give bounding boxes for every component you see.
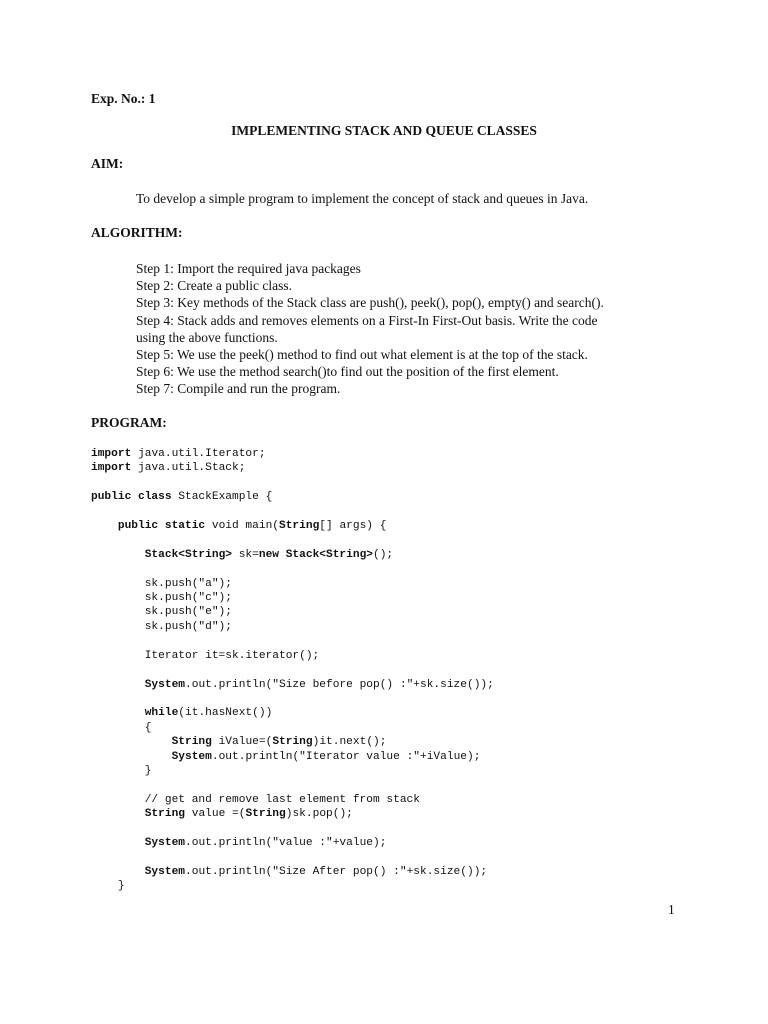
- code-line: [91, 879, 494, 893]
- code-text: sk=: [232, 548, 259, 561]
- code-keyword: public static: [117, 520, 206, 533]
- code-line: [91, 447, 494, 461]
- algorithm-step: Step 4: Stack adds and removes elements on a First-In First-Out basis. Write the code: [136, 312, 598, 328]
- code-line: [91, 807, 494, 821]
- code-line: [91, 562, 494, 576]
- code-text: [91, 866, 145, 878]
- code-keyword: while: [144, 707, 179, 720]
- code-line: [91, 865, 494, 879]
- algorithm-step: Step 3: Key methods of the Stack class are push(), peek(), pop(), empty() and search().: [136, 295, 604, 311]
- code-line: [91, 577, 494, 591]
- experiment-number: Exp. No.: 1: [91, 91, 156, 106]
- code-line: [91, 750, 494, 764]
- code-text: .out.println("Iterator value :"+iValue);: [211, 750, 481, 763]
- code-text: .out.println("Size before pop() :"+sk.size());: [185, 678, 494, 691]
- code-keyword: System: [144, 836, 186, 849]
- code-text: [91, 520, 118, 532]
- code-text: iValue=(: [211, 736, 273, 749]
- code-line: [91, 519, 494, 533]
- code-text: sk.push("d");: [91, 620, 232, 633]
- code-keyword: new Stack<String>: [258, 548, 373, 561]
- algorithm-steps: [136, 260, 696, 398]
- code-keyword: Stack<String>: [144, 548, 232, 561]
- code-text: }: [91, 880, 125, 893]
- code-text: [91, 837, 145, 849]
- code-text: (it.hasNext()): [178, 707, 273, 720]
- code-text: [91, 679, 145, 691]
- code-text: )sk.pop();: [285, 808, 353, 821]
- code-line: [91, 591, 494, 605]
- code-line: [91, 634, 494, 648]
- code-text: sk.push("c");: [91, 592, 232, 605]
- code-text: java.util.Stack;: [131, 462, 246, 475]
- code-line: [91, 548, 494, 562]
- code-text: StackExample {: [171, 491, 273, 504]
- document-title: IMPLEMENTING STACK AND QUEUE CLASSES: [231, 123, 537, 138]
- aim-heading: AIM:: [91, 156, 124, 171]
- code-keyword: System: [144, 678, 186, 691]
- code-text: // get and remove last element from stack: [91, 793, 420, 806]
- code-line: [91, 778, 494, 792]
- code-keyword: String: [144, 808, 186, 821]
- code-text: java.util.Iterator;: [131, 448, 266, 460]
- code-line: [91, 678, 494, 692]
- code-text: }: [91, 764, 152, 777]
- algorithm-step: Step 2: Create a public class.: [136, 278, 292, 294]
- page-number: 1: [668, 902, 675, 917]
- code-keyword: import: [91, 448, 132, 460]
- code-keyword: String: [279, 520, 320, 533]
- code-text: [91, 707, 145, 719]
- code-line: [91, 692, 494, 706]
- code-keyword: System: [144, 865, 186, 878]
- code-text: value =(: [185, 808, 246, 821]
- program-heading: PROGRAM:: [91, 415, 167, 430]
- code-line: [91, 764, 494, 778]
- code-keyword: String: [272, 736, 313, 749]
- code-keyword: System: [171, 750, 212, 763]
- algorithm-step: Step 5: We use the peek() method to find out what element is at the top of the stack.: [136, 347, 588, 363]
- algorithm-step: using the above functions.: [136, 329, 278, 345]
- code-text: Iterator it=sk.iterator();: [91, 649, 320, 662]
- code-keyword: String: [245, 808, 286, 821]
- algorithm-step: Step 6: We use the method search()to find out the position of the first element.: [136, 364, 559, 380]
- code-line: [91, 476, 494, 490]
- code-text: .out.println("Size After pop() :"+sk.size());: [185, 865, 488, 878]
- algorithm-step: Step 7: Compile and run the program.: [136, 381, 341, 397]
- code-keyword: import: [91, 462, 132, 475]
- code-line: [91, 850, 494, 864]
- code-keyword: public class: [91, 491, 172, 504]
- code-text: {: [91, 721, 152, 734]
- code-text: sk.push("a");: [91, 577, 232, 590]
- code-line: [91, 461, 494, 475]
- code-text: )it.next();: [312, 736, 387, 749]
- code-line: [91, 620, 494, 634]
- code-line: [91, 793, 494, 807]
- code-line: [91, 505, 494, 519]
- code-text: .out.println("value :"+value);: [185, 836, 387, 849]
- code-line: [91, 605, 494, 619]
- aim-text: To develop a simple program to implement the concept of stack and queues in Java.: [136, 191, 589, 206]
- code-text: [91, 751, 172, 763]
- code-text: [91, 549, 145, 561]
- code-text: [] args) {: [319, 520, 387, 533]
- code-text: [91, 736, 172, 748]
- algorithm-heading: ALGORITHM:: [91, 225, 183, 240]
- code-listing: [91, 447, 494, 894]
- code-text: ();: [373, 548, 394, 561]
- code-line: [91, 721, 494, 735]
- code-line: [91, 836, 494, 850]
- code-line: [91, 490, 494, 504]
- code-text: void main(: [205, 520, 279, 533]
- code-text: sk.push("e");: [91, 606, 232, 619]
- code-keyword: String: [171, 736, 212, 749]
- code-text: [91, 808, 145, 820]
- code-line: [91, 735, 494, 749]
- algorithm-step: Step 1: Import the required java packages: [136, 261, 361, 276]
- code-line: [91, 663, 494, 677]
- code-line: [91, 706, 494, 720]
- code-line: [91, 822, 494, 836]
- code-line: [91, 533, 494, 547]
- code-line: [91, 649, 494, 663]
